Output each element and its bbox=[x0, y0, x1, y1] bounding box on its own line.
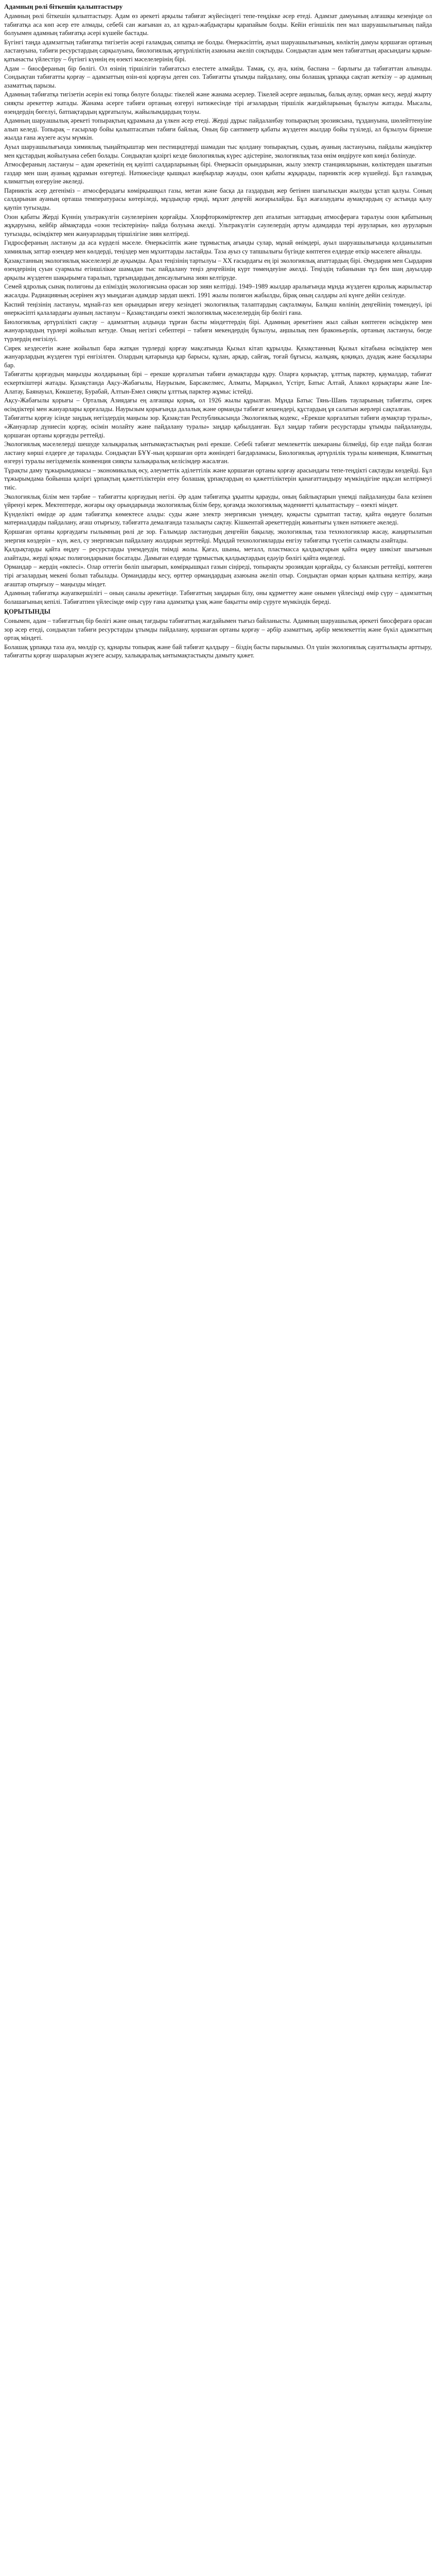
paragraph: Сонымен, адам – табиғаттың бір бөлігі және оның тағдыры табиғаттың жағдайымен тығыз байланысты. Адамның шаруашылық әрекеті биосфераға орасан зор әсер етеді, сондықтан табиғи ресурстарды ұтымды пайдалану, қоршаған ортаны қорғау – әрбір азаматтың, әрбір мемлекеттің және бүкіл адамзаттың ортақ міндеті. bbox=[4, 617, 432, 642]
paragraph: Адамның шаруашылық әрекеті топырақтың құрамына да үлкен әсер етеді. Жерді дұрыс пайдаланбау топырақтың эрозиясына, тұздануына, шөлейттенуіне алып келеді. Топырақ – ғасырлар бойы қалыптасатын табиғи байлық. Оның бір сантиметр қабаты жүздеген жылдар бойы түзіледі, ал бұзылуы бірнеше жылда ғана жүзеге асуы мүмкін. bbox=[4, 117, 432, 142]
paragraph: Адамның табиғатқа тигізетін әсерін екі топқа бөлуге болады: тікелей және жанама әсерлер. Тікелей әсерге аңшылық, балық аулау, орман кесу, жерді жырту сияқты әрекеттер жатады. Жанама әсерге табиғи ортаның өзгеруі нәтижесінде тірі ағзалардың тіршілік жағдайларының бұзылуы жатады. Мысалы, өзендердің бөгелуі, батпақтардың құрғатылуы, жайылымдардың тозуы. bbox=[4, 91, 432, 115]
paragraph: Адамның табиғатқа жауапкершілігі – оның саналы әрекетінде. Табиғаттың заңдарын білу, оны құрметтеу және онымен үйлесімді өмір сүру – адамзаттың болашағының кепілі. Табиғатпен үйлесімде өмір сүру ғана адамзатқа ұзақ және бақытты өмір сүруге мүмкіндік береді. bbox=[4, 589, 432, 605]
paragraph: Ормандар – жердің «өкпесі». Олар оттегін бөліп шығарып, көмірқышқыл газын сіңіреді, топырақты эрозиядан қорғайды, су балансын реттейді, көптеген тірі ағзалардың мекені болып табылады. Ормандарды кесу, өрттер ормандардың азаюына әкеліп отыр. Сондықтан орман қорын қалпына келтіру, жаңа ағаштар отырғызу – маңызды міндет. bbox=[4, 563, 432, 588]
paragraph: Тұрақты даму тұжырымдамасы – экономикалық өсу, әлеуметтік әділеттілік және қоршаған ортаны қорғау арасындағы тепе-теңдікті сақтауды көздейді. Бұл тұжырымдама бойынша қазіргі ұрпақтың қажеттіліктерін өтеу болашақ ұрпақтардың өз қажеттіліктерін қанағаттандыру мүмкіндігіне нұқсан келтірмеуі тиіс. bbox=[4, 466, 432, 492]
paragraph: Экологиялық мәселелерді шешуде халықаралық ынтымақтастықтың рөлі ерекше. Себебі табиғат мемлекеттік шекараны білмейді, бір елде пайда болған ластану көрші елдерге де таралады. Сондықтан БҰҰ-ның қоршаған орта жөніндегі бағдарламасы, Биологиялық әртүрлілік туралы конвенция, Климаттың өзгеруі туралы негіздемелік конвенция сияқты халықаралық келісімдер жасалған. bbox=[4, 440, 432, 465]
paragraph: Парниктік әсер дегеніміз – атмосферадағы көмірқышқыл газы, метан және басқа да газдардың жер бетінен шағылысқан жылуды ұстап қалуы. Соның салдарынан ауаның орташа температурасы көтеріледі, мұздықтар ериді, мұхит деңгейі жоғарылайды. Бұл жағалаудағы аумақтардың су астында қалу қаупін туғызады. bbox=[4, 187, 432, 212]
document bbox=[0, 0, 436, 666]
paragraph: Гидросфераның ластануы да аса күрделі мәселе. Өнеркәсіптік және тұрмыстық ағынды сулар, мұнай өнімдері, ауыл шаруашылығында қолданылатын химиялық заттар өзендер мен көлдерді, теңіздер мен мұхиттарды ластайды. Таза ауыз су тапшылығы бүгінде көптеген елдерде өткір мәселеге айналды. bbox=[4, 239, 432, 256]
paragraph: Қазақстанның экологиялық мәселелері де ауқымды. Арал теңізінің тартылуы – ХХ ғасырдағы ең ірі экологиялық апаттардың бірі. Әмудария мен Сырдария өзендерінің суын суармалы егіншілікке шамадан тыс пайдалану теңіз деңгейінің күрт төмендеуіне әкелді. Теңіздің табанынан тұз бен шаң дауылдар арқылы жүздеген шақырымға таралып, тұрғындардың денсаулығына зиян келтіруде. bbox=[4, 257, 432, 281]
paragraph: Озон қабаты Жерді Күннің ультракүлгін сәулелерінен қорғайды. Хлорфторкөміртектер деп аталатын заттардың атмосфераға таралуы озон қабатының жұқаруына, кейбір аймақтарда «озон тесіктерінің» пайда болуына әкелді. Ультракүлгін сәулелердің артуы адамдарда тері ауруларын, көз ауруларын туғызады, өсімдіктер мен жануарлардың тіршілігіне зиян келтіреді. bbox=[4, 213, 432, 238]
paragraph: Болашақ ұрпаққа таза ауа, мөлдір су, құнарлы топырақ және бай табиғат қалдыру – біздің басты парызымыз. Ол үшін экологиялық сауаттылықты арттыру, табиғатты қорғау шараларын жүзеге асыру, халықаралық ынтымақтастықты дамыту қажет. bbox=[4, 643, 432, 659]
paragraph: Бүгінгі таңда адамзаттың табиғатқа тигізетін әсері ғаламдық сипатқа ие болды. Өнеркәсіптің, ауыл шаруашылығының, көліктің дамуы қоршаған ортаның ластануына, табиғи ресурстардың сарқылуына, биологиялық әртүрліліктің азаюына әкеліп соқтырды. Сондықтан адам мен табиғаттың арасындағы қарым-қатынасты үйлестіру – бүгінгі күннің ең өзекті мәселелерінің бірі. bbox=[4, 38, 432, 63]
paragraph: Каспий теңізінің ластануы, мұнай-газ кен орындарын игеру кезіндегі экологиялық талаптардың сақталмауы, Балқаш көлінің деңгейінің төмендеуі, ірі өнеркәсіпті қалалардағы ауаның ластануы – Қазақстандағы өзекті экологиялық мәселелердің бір бөлігі ғана. bbox=[4, 300, 432, 317]
paragraph: Адамның рөлі біткешін қалыптастыру. Адам өз әрекеті арқылы табиғат жүйесіндегі тепе-теңдікке әсер етеді. Адамзат дамуының алғашқы кезеңінде ол табиғатқа аса көп әсер ете алмады, себебі сан жағынан аз, ал құрал-жабдықтары қарапайым болды. Кейін егіншілік пен мал шаруашылығының пайда болуымен адамның табиғатқа әсері күшейе бастады. bbox=[4, 12, 432, 37]
paragraph: Биологиялық әртүрлілікті сақтау – адамзаттың алдында тұрған басты міндеттердің бірі. Адамның әрекетінен жыл сайын көптеген өсімдіктер мен жануарлардың түрлері жойылып кетуде. Оның негізгі себептері – табиғи мекендердің бұзылуы, аңшылық пен браконьерлік, ортаның ластануы, бөгде түрлердің енгізілуі. bbox=[4, 318, 432, 343]
paragraph: Табиғатты қорғау ісінде заңдық негіздердің маңызы зор. Қазақстан Республикасында Экологиялық кодекс, «Ерекше қорғалатын табиғи аумақтар туралы», «Жануарлар дүниесін қорғау, өсімін молайту және пайдалану туралы» заңдар қабылданған. Бұл заңдар табиғи ресурстарды ұтымды пайдалануды, қоршаған ортаны қорғауды реттейді. bbox=[4, 414, 432, 439]
paragraph: Қалдықтарды қайта өңдеу – ресурстарды үнемдеудің тиімді жолы. Қағаз, шыны, металл, пластмасса қалдықтарын қайта өңдеу шикізат шығынын азайтады, жерді қоқыс полигондарынан босатады. Дамыған елдерде тұрмыстық қалдықтардың едәуір бөлігі қайта өңделеді. bbox=[4, 546, 432, 562]
section-heading: ҚОРЫТЫНДЫ bbox=[4, 608, 50, 616]
paragraph-list bbox=[4, 12, 432, 606]
paragraph: Адам – биосфераның бір бөлігі. Ол өзінің тіршілігін табиғатсыз елестете алмайды. Тамақ, су, ауа, киім, баспана – барлығы да табиғаттан алынады. Сондықтан табиғатты қорғау – адамзаттың өзін-өзі қорғауы деген сөз. Табиғатты ұтымды пайдалану, оны болашақ ұрпаққа сақтап жеткізу – әр адамның азаматтық парызы. bbox=[4, 64, 432, 89]
paragraph: Семей ядролық сынақ полигоны да еліміздің экологиясына орасан зор зиян келтірді. 1949–1989 жылдар аралығында мұнда жүздеген ядролық жарылыстар жасалды. Радиацияның әсерінен жүз мыңдаған адамдар зардап шекті. 1991 жылы полигон жабылды, бірақ оның салдары әлі күнге дейін сезілуде. bbox=[4, 283, 432, 299]
paragraph: Ауыл шаруашылығында химиялық тыңайтқыштар мен пестицидтерді шамадан тыс қолдану топырақтың, судың, ауаның ластануына, пайдалы жәндіктер мен құстардың жойылуына себеп болады. Сондықтан қазіргі кезде биологиялық күрес әдістеріне, экологиялық таза өнім өндіруге көп көңіл бөлінуде. bbox=[4, 143, 432, 159]
paragraph: Сирек кездесетін және жойылып бара жатқан түрлерді қорғау мақсатында Қызыл кітап құрылды. Қазақстанның Қызыл кітабына өсімдіктер мен жануарлардың жүздеген түрі енгізілген. Олардың қатарында қар барысы, құлан, арқар, сайғақ, тоғай бұғысы, жалқаяқ, қоқиқаз, дуадақ және басқалары бар. bbox=[4, 344, 432, 369]
paragraph: Қоршаған ортаны қорғаудағы ғылымның рөлі де зор. Ғалымдар ластанудың деңгейін бақылау, экологиялық таза технологиялар жасау, жаңартылатын энергия көздерін – күн, жел, су энергиясын пайдалану жолдарын зерттейді. Мұндай технологияларды енгізу табиғатқа түсетін салмақты азайтады. bbox=[4, 528, 432, 544]
paragraph: Күнделікті өмірде әр адам табиғатқа көмектесе алады: суды және электр энергиясын үнемдеу, қоқысты сұрыптап тастау, қайта өңдеуге болатын материалдарды пайдалану, ағаш отырғызу, табиғатта демалғанда тазалықты сақтау. Кішкентай әрекеттердің жиынтығы үлкен нәтижеге әкеледі. bbox=[4, 510, 432, 527]
paragraph: Табиғатты қорғаудың маңызды жолдарының бірі – ерекше қорғалатын табиғи аумақтарды құру. Оларға қорықтар, ұлттық парктер, қаумалдар, табиғат ескерткіштері жатады. Қазақстанда Ақсу-Жабағылы, Наурызым, Барсакелмес, Алматы, Марқакөл, Үстірт, Батыс Алтай, Алакөл қорықтары және Іле-Алатау, Баянауыл, Көкшетау, Бурабай, Алтын-Емел сияқты ұлттық парктер жұмыс істейді. bbox=[4, 370, 432, 395]
paragraph: Экологиялық білім мен тәрбие – табиғатты қорғаудың негізі. Әр адам табиғатқа ұқыпты қарауды, оның байлықтарын үнемді пайдалануды бала кезінен үйренуі керек. Мектептерде, жоғары оқу орындарында экологиялық білім беру, қоғамда экологиялық мәдениетті қалыптастыру – өзекті міндет. bbox=[4, 493, 432, 509]
paragraph: Ақсу-Жабағылы қорығы – Орталық Азиядағы ең алғашқы қорық, ол 1926 жылы құрылған. Мұнда Батыс Тянь-Шань тауларының табиғаты, сирек өсімдіктері мен жануарлары қорғалады. Наурызым қорығында далалық және орманды табиғат кешендері, құстардың ұя салатын жерлері сақталған. bbox=[4, 397, 432, 413]
paragraph: Атмосфераның ластануы – адам әрекетінің ең қауіпті салдарларының бірі. Өнеркәсіп орындарынан, жылу электр станцияларынан, көліктерден шығатын газдар мен шаң ауаның құрамын өзгертеді. Нәтижесінде қышқыл жаңбырлар жауады, озон қабаты жұқарады, парниктік әсер күшейеді. Бұл ғаламдық климаттың өзгеруіне әкеледі. bbox=[4, 161, 432, 185]
closing-paragraph-list bbox=[4, 617, 432, 660]
document-title: Адамның рөлі біткешін қалыптастыру bbox=[4, 3, 123, 10]
